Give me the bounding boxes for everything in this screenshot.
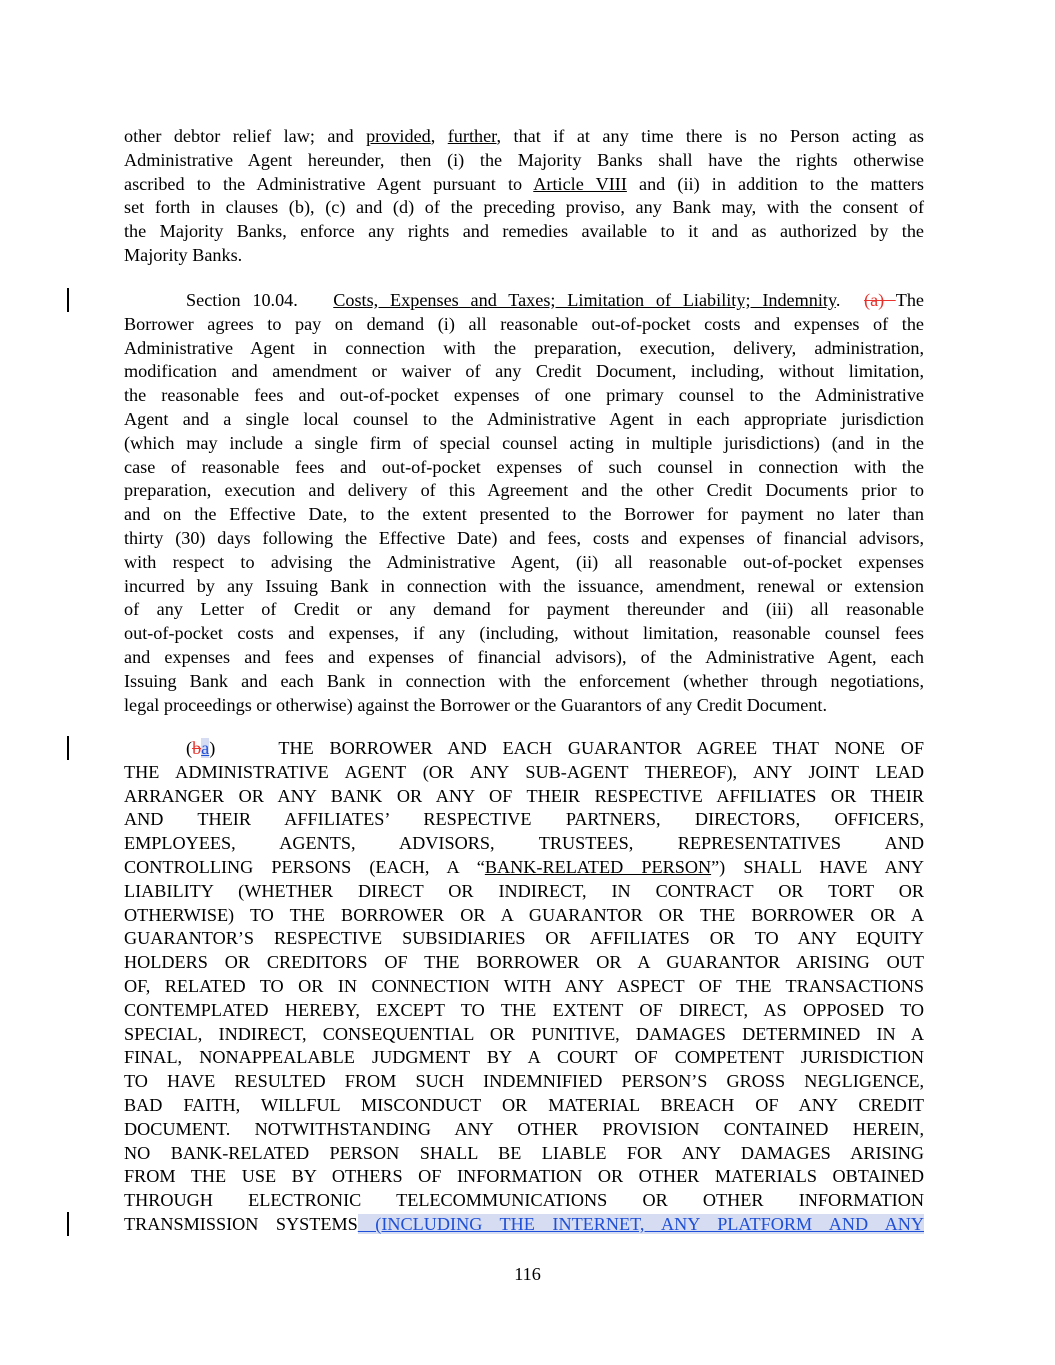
- text-line: FINAL, NONAPPEALABLE JUDGMENT BY A COURT OF COMPETENT JURISDICTION: [124, 1047, 924, 1068]
- inserted-text: (INCLUDING THE INTERNET, ANY PLATFORM AND ANY: [357, 1213, 924, 1234]
- text-line: (which may include a single firm of special counsel acting in multiple jurisdictions) (and in the: [124, 432, 924, 453]
- text-line: set forth in clauses (b), (c) and (d) of the preceding proviso, any Bank may, with the consent of: [124, 197, 924, 218]
- text-line: thirty (30) days following the Effective Date) and fees, costs and expenses of financial advisors,: [124, 527, 924, 548]
- section-10-04: [124, 289, 924, 717]
- text-line: FROM THE USE BY OTHERS OF INFORMATION OR OTHER MATERIALS OBTAINED: [124, 1166, 924, 1187]
- text-line: TO HAVE RESULTED FROM SUCH INDEMNIFIED PERSON’S GROSS NEGLIGENCE,: [124, 1071, 924, 1092]
- text-line: CONTEMPLATED HEREBY, EXCEPT TO THE EXTENT OF DIRECT, AS OPPOSED TO: [124, 999, 924, 1020]
- text-line: preparation, execution and delivery of this Agreement and the other Credit Documents prior to: [124, 480, 924, 501]
- text-line: the Majority Banks, enforce any rights and remedies available to it and as authorized by the: [124, 221, 924, 242]
- defined-term: BANK-RELATED PERSON: [484, 856, 712, 877]
- text-line: and expenses and fees and expenses of financial advisors), of the Administrative Agent, each: [124, 646, 924, 667]
- text-line: Administrative Agent in connection with the preparation, execution, delivery, administration,: [124, 337, 924, 358]
- section-heading: Costs, Expenses and Taxes; Limitation of Liability; Indemnity: [333, 290, 836, 310]
- text-line: of any Letter of Credit or any demand for payment thereunder and (iii) all reasonable: [124, 599, 924, 620]
- text-line: DOCUMENT. NOTWITHSTANDING ANY OTHER PROVISION CONTAINED HEREIN,: [124, 1118, 924, 1139]
- text-line: modification and amendment or waiver of any Credit Document, including, without limitation,: [124, 361, 924, 382]
- text-line: EMPLOYEES, AGENTS, ADVISORS, TRUSTEES, REPRESENTATIVES AND: [124, 833, 924, 854]
- deleted-text: (a): [864, 290, 896, 310]
- change-bar: [67, 736, 69, 760]
- text-line: Administrative Agent hereunder, then (i) the Majority Banks shall have the rights otherwise: [124, 149, 924, 170]
- article-reference: Article VIII: [533, 173, 627, 194]
- text-line: incurred by any Issuing Bank in connection with the issuance, amendment, renewal or extension: [124, 575, 924, 596]
- text-line: LIABILITY (WHETHER DIRECT OR INDIRECT, IN CONTRACT OR TORT OR: [124, 880, 924, 901]
- inserted-text: a: [201, 738, 210, 758]
- paragraph-limitation-of-liability: [124, 737, 924, 1237]
- defined-term: provided: [366, 126, 431, 146]
- text-line: with respect to advising the Administrative Agent, (ii) all reasonable out-of-pocket expenses: [124, 551, 924, 572]
- text-line: legal proceedings or otherwise) against the Borrower or the Guarantors of any Credit Document.: [124, 694, 828, 715]
- text-line: NO BANK-RELATED PERSON SHALL BE LIABLE FOR ANY DAMAGES ARISING: [124, 1142, 924, 1163]
- text-line: OTHERWISE) TO THE BORROWER OR A GUARANTOR OR THE BORROWER OR A: [124, 904, 924, 925]
- paragraph-proviso: [124, 125, 924, 268]
- text-line: GUARANTOR’S RESPECTIVE SUBSIDIARIES OR AFFILIATES OR TO ANY EQUITY: [124, 928, 924, 949]
- text-line: SPECIAL, INDIRECT, CONSEQUENTIAL OR PUNITIVE, DAMAGES DETERMINED IN A: [124, 1023, 924, 1044]
- section-number: Section 10.04.: [186, 290, 298, 310]
- text-line: Borrower agrees to pay on demand (i) all reasonable out-of-pocket costs and expenses of the: [124, 313, 924, 334]
- text-line: TRANSMISSION SYSTEMS (INCLUDING THE INTERNET, ANY PLATFORM AND ANY: [124, 1213, 924, 1234]
- text-line: Majority Banks.: [124, 244, 243, 265]
- text-line: OF, RELATED TO OR IN CONNECTION WITH ANY ASPECT OF THE TRANSACTIONS: [124, 975, 924, 996]
- change-bar: [67, 288, 69, 312]
- text-line: BAD FAITH, WILLFUL MISCONDUCT OR MATERIAL BREACH OF ANY CREDIT: [124, 1094, 924, 1115]
- text-line: Agent and a single local counsel to the Administrative Agent in each appropriate jurisdiction: [124, 408, 924, 429]
- page-number: 116: [514, 1264, 541, 1284]
- text-line: Issuing Bank and each Bank in connection with the enforcement (whether through negotiations,: [124, 670, 924, 691]
- defined-term: further: [447, 126, 497, 146]
- text-line: HOLDERS OR CREDITORS OF THE BORROWER OR A GUARANTOR ARISING OUT: [124, 952, 924, 973]
- text-line: (ba) THE BORROWER AND EACH GUARANTOR AGREE THAT NONE OF: [186, 738, 924, 758]
- change-bar: [67, 1212, 69, 1236]
- text-line: CONTROLLING PERSONS (EACH, A “BANK-RELATED PERSON”) SHALL HAVE ANY: [124, 856, 925, 877]
- text-line: case of reasonable fees and out-of-pocket expenses of such counsel in connection with the: [124, 456, 924, 477]
- text-line: THROUGH ELECTRONIC TELECOMMUNICATIONS OR OTHER INFORMATION: [124, 1190, 924, 1211]
- text-line: and on the Effective Date, to the extent presented to the Borrower for payment no later than: [124, 504, 924, 525]
- text-line: THE ADMINISTRATIVE AGENT (OR ANY SUB-AGENT THEREOF), ANY JOINT LEAD: [124, 761, 924, 782]
- section-heading-line: Section 10.04. Costs, Expenses and Taxes; Limitation of Liability; Indemnity. (a) The: [186, 290, 924, 310]
- deleted-text: b: [192, 738, 202, 758]
- text-line: out-of-pocket costs and expenses, if any (including, without limitation, reasonable counsel fees: [124, 623, 924, 644]
- text-line: AND THEIR AFFILIATES’ RESPECTIVE PARTNERS, DIRECTORS, OFFICERS,: [124, 809, 924, 830]
- text-line: ARRANGER OR ANY BANK OR ANY OF THEIR RESPECTIVE AFFILIATES OR THEIR: [124, 785, 924, 806]
- text-line: other debtor relief law; and provided, further, that if at any time there is no Person acting as: [124, 126, 924, 146]
- text-line: ascribed to the Administrative Agent pursuant to Article VIII and (ii) in addition to the matters: [124, 173, 924, 194]
- text-line: the reasonable fees and out-of-pocket expenses of one primary counsel to the Administrative: [124, 385, 924, 406]
